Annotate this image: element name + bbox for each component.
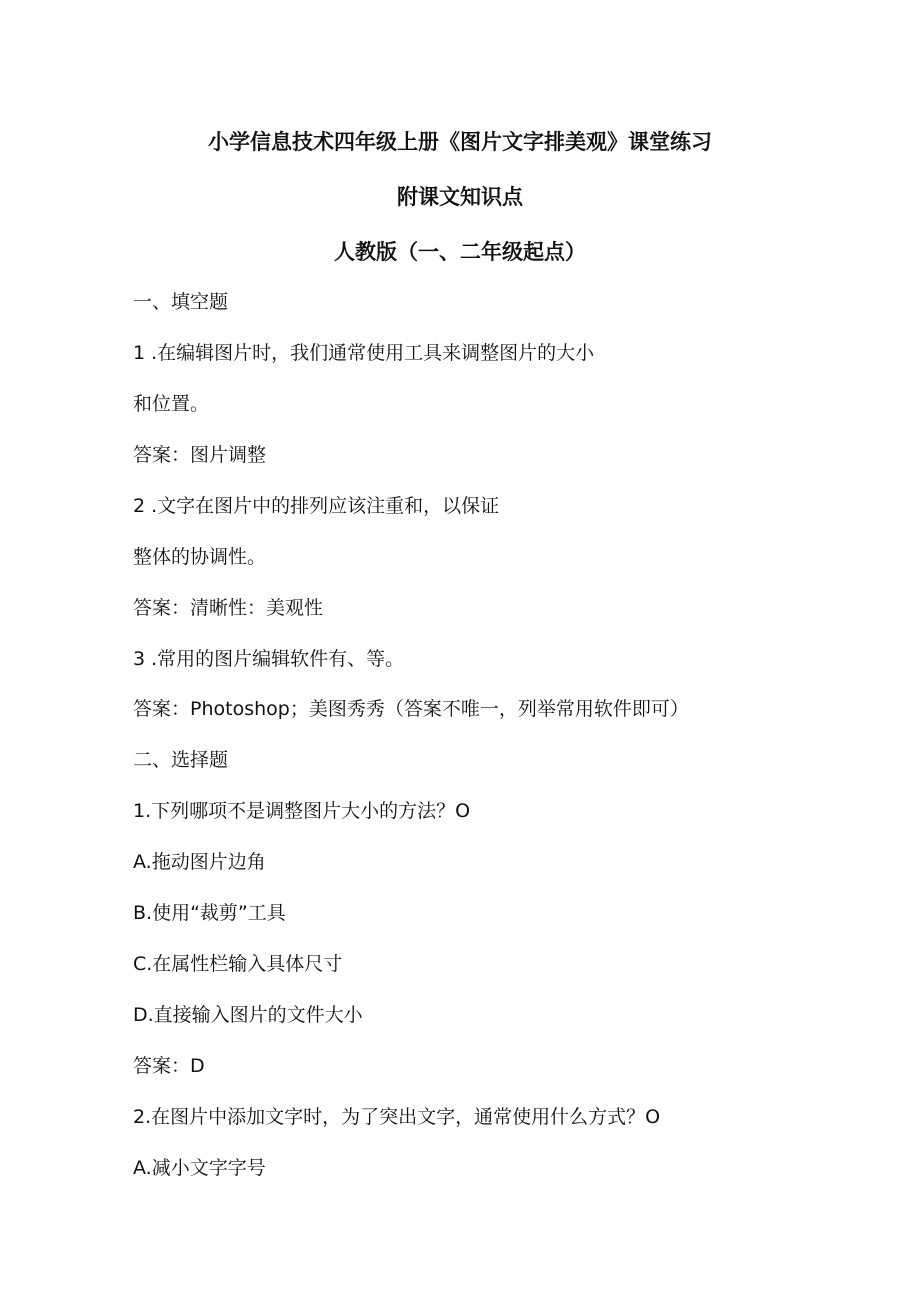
fill-blank-q1-line2: 和位置。 <box>133 393 210 415</box>
choice-q1-option-c: C.在属性栏输入具体尺寸 <box>133 953 343 975</box>
fill-blank-q3-line1: 3 .常用的图片编辑软件有、等。 <box>133 648 405 670</box>
choice-q1: 1.下列哪项不是调整图片大小的方法？O <box>133 800 471 822</box>
fill-blank-q2-answer: 答案：清晰性：美观性 <box>133 597 324 619</box>
choice-q1-option-d: D.直接输入图片的文件大小 <box>133 1004 363 1026</box>
choice-q1-option-b: B.使用“裁剪”工具 <box>133 902 286 924</box>
fill-blank-q3-answer: 答案：Photoshop；美图秀秀（答案不唯一，列举常用软件即可） <box>133 698 689 720</box>
section-heading-fill-blank: 一、填空题 <box>133 291 229 313</box>
document-title: 小学信息技术四年级上册《图片文字排美观》课堂练习 <box>208 130 712 154</box>
fill-blank-q1-answer: 答案：图片调整 <box>133 444 267 466</box>
choice-q2-option-a: A.减小文字字号 <box>133 1157 266 1179</box>
choice-q2: 2.在图片中添加文字时，为了突出文字，通常使用什么方式？O <box>133 1106 661 1128</box>
fill-blank-q1-line1: 1 .在编辑图片时，我们通常使用工具来调整图片的大小 <box>133 342 595 364</box>
fill-blank-q2-line2: 整体的协调性。 <box>133 546 267 568</box>
choice-q1-option-a: A.拖动图片边角 <box>133 851 266 873</box>
document-edition: 人教版（一、二年级起点） <box>334 240 586 264</box>
choice-q1-answer: 答案：D <box>133 1055 205 1077</box>
section-heading-choice: 二、选择题 <box>133 749 229 771</box>
fill-blank-q2-line1: 2 .文字在图片中的排列应该注重和，以保证 <box>133 495 500 517</box>
document-subtitle: 附课文知识点 <box>397 185 523 209</box>
